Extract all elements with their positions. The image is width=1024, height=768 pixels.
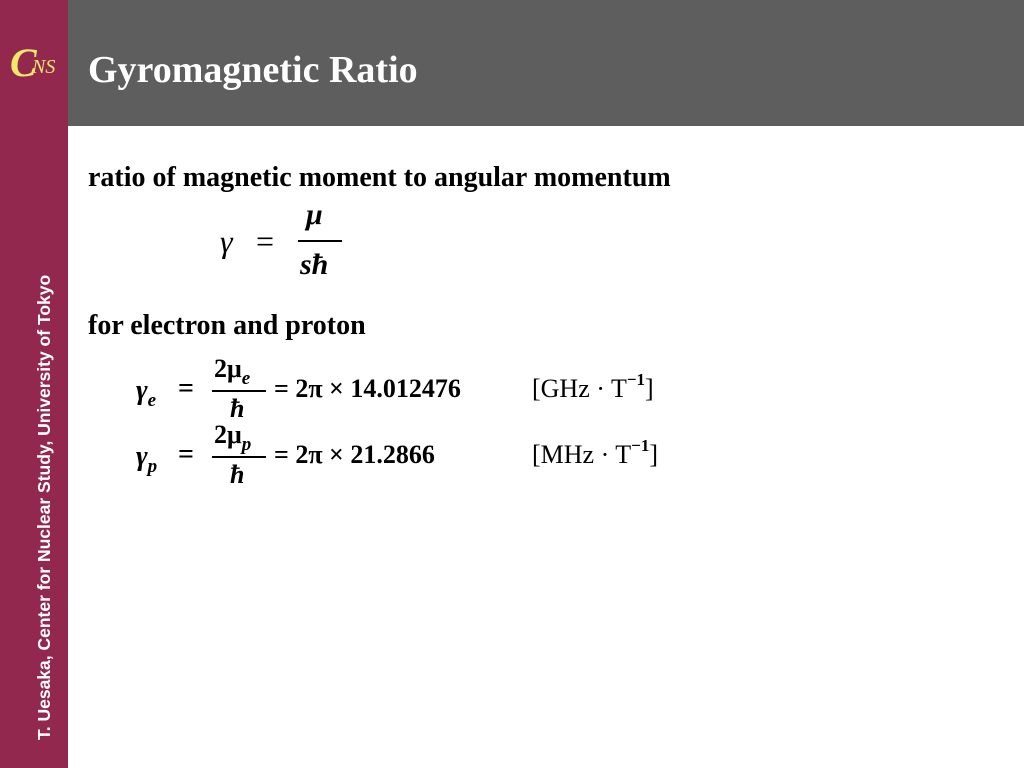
logo-letter-c: C xyxy=(10,40,37,85)
gamma-e-symbol: $\gamma_e$ xyxy=(136,375,157,411)
logo-letters-ns: NS xyxy=(32,56,56,78)
eq-fraction-bar xyxy=(298,240,342,242)
gamma-e-numerator: $2\mu_e$ xyxy=(214,354,251,389)
eq-denominator: sħ xyxy=(300,248,329,281)
definition-text: ratio of magnetic moment to angular momentum xyxy=(88,162,671,193)
slide-header xyxy=(68,0,1024,126)
gamma-e-denominator: ħ xyxy=(230,394,245,423)
gamma-p-numerator: $2\mu_p$ xyxy=(214,420,252,455)
eq-equals: = xyxy=(256,223,275,259)
page-title: Gyromagnetic Ratio xyxy=(88,49,418,91)
sidebar xyxy=(0,0,68,768)
gamma-p-denominator: ħ xyxy=(230,460,245,489)
gamma-p-equals: = xyxy=(178,439,194,470)
eq-gamma-symbol: γ xyxy=(220,223,233,259)
cns-logo xyxy=(8,38,64,92)
author-credit: T. Uesaka, Center for Nuclear Study, University of Tokyo xyxy=(34,274,54,740)
gamma-p-symbol: $\gamma_p$ xyxy=(136,441,158,477)
subheading-text: for electron and proton xyxy=(88,310,366,341)
eq-numerator: μ xyxy=(306,198,323,231)
gamma-e-equals: = xyxy=(178,373,194,404)
gamma-e-value: = 2π × 14.012476 xyxy=(274,374,461,403)
gamma-e-unit: $[GHz \cdot T^{-1}]$ xyxy=(532,370,654,403)
gamma-p-unit: $[MHz \cdot T^{-1}]$ xyxy=(532,436,659,469)
gamma-p-value: = 2π × 21.2866 xyxy=(274,440,435,469)
